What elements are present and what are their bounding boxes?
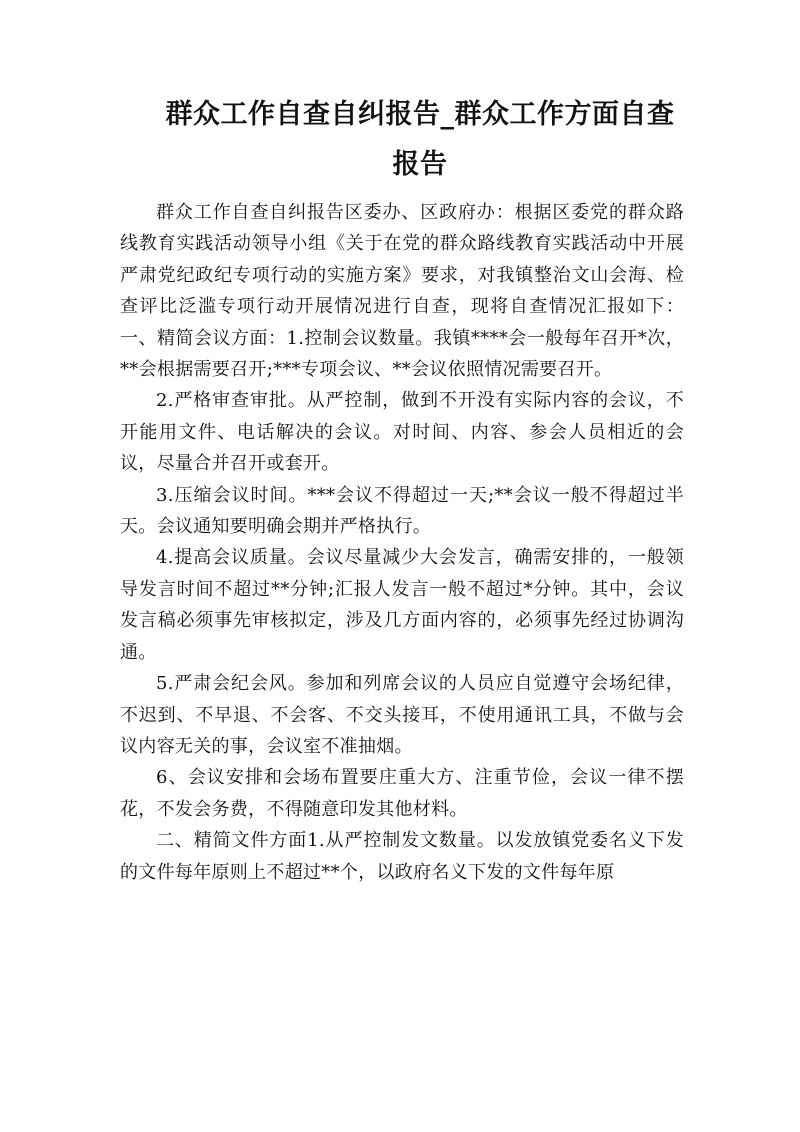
paragraph-item-2: 2.严格审查审批。从严控制，做到不开没有实际内容的会议，不开能用文件、电话解决的会议。对时间、内容、参会人员相近的会议，尽量合并召开或套开。	[120, 390, 684, 475]
paragraph-item-4: 4.提高会议质量。会议尽量减少大会发言，确需安排的，一般领导发言时间不超过**分钟;汇报人发言一般不超过*分钟。其中，会议发言稿必须事先审核拟定，涉及几方面内容的，必须事先经过协调沟通。	[120, 547, 684, 663]
paragraph-item-6: 6、会议安排和会场布置要庄重大方、注重节俭，会议一律不摆花，不发会务费，不得随意印发其他材料。	[120, 767, 684, 820]
paragraph-item-3: 3.压缩会议时间。***会议不得超过一天;**会议一般不得超过半天。会议通知要明确会期并严格执行。	[120, 484, 684, 538]
document-body	[120, 197, 684, 888]
document-title-line-1: 群众工作自查自纠报告_群众工作方面自查	[165, 99, 675, 130]
paragraph-section-2: 二、精简文件方面1.从严控制发文数量。以发放镇党委名义下发的文件每年原则上不超过**个，以政府名义下发的文件每年原	[120, 830, 684, 883]
paragraph-intro: 群众工作自查自纠报告区委办、区政府办：根据区委党的群众路线教育实践活动领导小组《关于在党的群众路线教育实践活动中开展严肃党纪政纪专项行动的实施方案》要求，对我镇整治文山会海、检查评比泛滥专项行动开展情况进行自查，现将自查情况汇报如下：一、精简会议方面：1.控制会议数量。我镇****会一般每年召开*次，**会根据需要召开;***专项会议、**会议依照情况需要召开。	[120, 202, 684, 381]
document-title-line-2: 报告	[392, 149, 448, 180]
paragraph-item-5: 5.严肃会纪会风。参加和列席会议的人员应自觉遵守会场纪律，不迟到、不早退、不会客、不交头接耳，不使用通讯工具，不做与会议内容无关的事，会议室不准抽烟。	[120, 673, 684, 757]
